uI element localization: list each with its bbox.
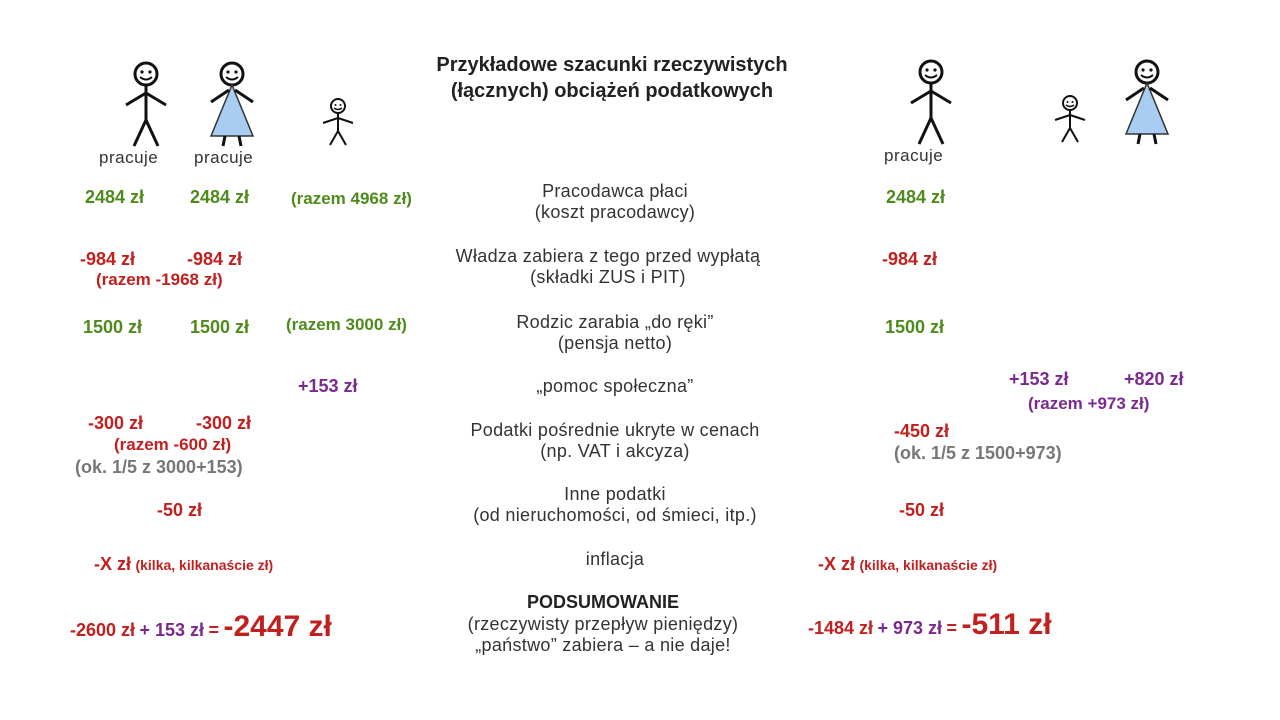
- left-employer-cost-1: 2484 zł: [85, 187, 145, 207]
- left-employer-cost-2: 2484 zł: [190, 187, 250, 207]
- left-other-taxes: -50 zł: [157, 500, 203, 520]
- row-social-aid: [425, 376, 805, 397]
- man-figure-left: [120, 60, 172, 150]
- right-summary-a: -1484 zł: [808, 618, 874, 638]
- row-parent-earns-line-1: Rodzic zarabia „do ręki”: [516, 312, 714, 332]
- right-summary: [808, 606, 1052, 649]
- row-government-takes-line-1: Władza zabiera z tego przed wypłatą: [455, 246, 761, 266]
- worker-label-left-1: pracuje: [99, 148, 159, 167]
- left-net-2: 1500 zł: [190, 317, 250, 337]
- left-summary-a: -2600 zł: [70, 620, 136, 640]
- right-net: 1500 zł: [885, 317, 945, 337]
- left-indirect-1: -300 zł: [88, 413, 144, 433]
- woman-figure-left: [205, 60, 259, 150]
- woman-figure-right: [1120, 58, 1174, 148]
- right-inflation: [818, 554, 997, 575]
- left-summary-eq: =: [208, 620, 220, 640]
- right-summary-plus: + 973 zł: [877, 618, 943, 638]
- title-line-2: (łącznych) obciążeń podatkowych: [450, 80, 774, 102]
- row-inflation-line-1: inflacja: [585, 549, 645, 569]
- right-summary-eq: =: [946, 618, 958, 638]
- left-inflation-note: (kilka, kilkanaście zł): [135, 557, 274, 573]
- page-title: [362, 52, 862, 104]
- row-indirect-taxes-line-2: (np. VAT i akcyza): [540, 441, 690, 461]
- row-other-taxes: [400, 484, 830, 526]
- left-deduction-2: -984 zł: [187, 249, 243, 269]
- worker-label-right: pracuje: [884, 146, 944, 165]
- left-summary: [70, 608, 332, 651]
- right-social-aid-total: (razem +973 zł): [1028, 394, 1150, 413]
- row-other-taxes-line-1: Inne podatki: [564, 484, 666, 504]
- left-indirect-total: (razem -600 zł): [114, 435, 232, 454]
- man-figure-right: [905, 58, 957, 148]
- left-deduction-total: (razem -1968 zł): [96, 270, 223, 289]
- left-indirect-2: -300 zł: [196, 413, 252, 433]
- right-employer-cost: 2484 zł: [886, 187, 946, 207]
- right-social-aid-1: +153 zł: [1009, 369, 1069, 389]
- right-social-aid-2: +820 zł: [1124, 369, 1184, 389]
- row-government-takes: [390, 246, 826, 288]
- row-social-aid-line-1: „pomoc społeczna”: [536, 376, 694, 396]
- right-summary-result: -511 zł: [961, 608, 1052, 641]
- left-employer-cost-total: (razem 4968 zł): [291, 189, 412, 208]
- summary-heading: PODSUMOWANIE: [526, 592, 679, 612]
- left-summary-result: -2447 zł: [223, 610, 332, 643]
- right-inflation-value: -X zł: [818, 554, 856, 574]
- row-parent-earns-line-2: (pensja netto): [557, 333, 673, 353]
- left-summary-plus: + 153 zł: [139, 620, 205, 640]
- row-indirect-taxes-line-1: Podatki pośrednie ukryte w cenach: [470, 420, 760, 440]
- summary-line-2: „państwo” zabiera – a nie daje!: [475, 635, 731, 655]
- row-inflation: [425, 549, 805, 570]
- right-indirect: -450 zł: [894, 421, 950, 441]
- right-inflation-note: (kilka, kilkanaście zł): [859, 557, 998, 573]
- row-employer-pays-line-1: Pracodawca płaci: [542, 181, 688, 201]
- row-indirect-taxes: [400, 420, 830, 462]
- row-employer-pays: [425, 181, 805, 223]
- child-figure-left: [320, 97, 356, 149]
- row-employer-pays-line-2: (koszt pracodawcy): [534, 202, 696, 222]
- row-government-takes-line-2: (składki ZUS i PIT): [530, 267, 686, 287]
- left-social-aid: +153 zł: [298, 376, 358, 396]
- summary-text: [415, 614, 791, 656]
- row-parent-earns: [425, 312, 805, 354]
- row-other-taxes-line-2: (od nieruchomości, od śmieci, itp.): [473, 505, 757, 525]
- left-inflation-value: -X zł: [94, 554, 132, 574]
- title-line-1: Przykładowe szacunki rzeczywistych: [436, 54, 788, 76]
- summary-line-1: (rzeczywisty przepływ pieniędzy): [467, 614, 739, 634]
- right-other-taxes: -50 zł: [899, 500, 945, 520]
- left-deduction-1: -984 zł: [80, 249, 136, 269]
- left-inflation: [94, 554, 273, 575]
- worker-label-left-2: pracuje: [194, 148, 254, 167]
- right-indirect-note: (ok. 1/5 z 1500+973): [894, 443, 1062, 463]
- left-net-total: (razem 3000 zł): [286, 315, 407, 334]
- left-indirect-note: (ok. 1/5 z 3000+153): [75, 457, 243, 477]
- right-deduction: -984 zł: [882, 249, 938, 269]
- child-figure-right: [1052, 94, 1088, 146]
- left-net-1: 1500 zł: [83, 317, 143, 337]
